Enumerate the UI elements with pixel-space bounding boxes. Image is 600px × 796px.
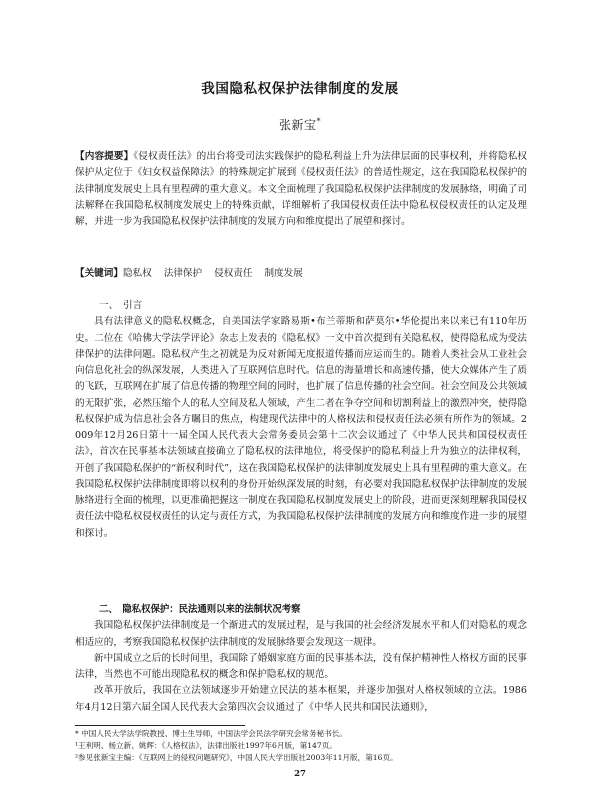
footnote-divider (75, 725, 245, 726)
footnote: ¹王利明、杨立新、姚辉：《人格权法》，法律出版社1997年6月版，第147页。 (75, 741, 337, 750)
footnote: * 中国人民大学法学院教授、博士生导师，中国法学会民法学研究会常务秘书长。 (75, 729, 347, 738)
abstract (75, 149, 527, 230)
section-heading: 二、 隐私权保护：民法通则以来的法制状况考察 (99, 604, 301, 615)
body-paragraph: 改革开放后，我国在立法领域逐步开始建立民法的基本框架，并逐步加强对人格权领域的立法。1986年4月12日第六届全国人民代表大会第四次会议通过了《中华人民共和国民法通则》， (75, 685, 527, 713)
footnotes (75, 728, 535, 764)
keyword-item: 法律保护 (163, 268, 203, 279)
keyword-item: 隐私权 (122, 268, 152, 279)
keywords (75, 266, 527, 282)
abstract-text: 《侵权责任法》的出台将受司法实践保护的隐私利益上升为法律层面的民事权利，并将隐私权保护从定位于《妇女权益保障法》的特殊规定扩展到《侵权责任法》的普适性规定，这在我国隐私权保护的法律制度发展史上具有里程碑的重大意义。本文全面梳理了我国隐私权保护法律制度的发展脉络，明确了司法解释在我国隐私权制度发展史上的特殊贡献，详细解析了我国侵权责任法中隐私权侵权责任的认定及理解，并进一步为我国隐私权保护法律制度的发展方向和维度提出了展望和探讨。 (75, 151, 528, 227)
author-name: 张新宝 (278, 118, 317, 132)
section-introduction (75, 298, 527, 542)
keywords-label: 【关键词】 (75, 268, 123, 279)
article-title: 我国隐私权保护法律制度的发展 (201, 81, 399, 97)
section-heading: 一、 引言 (99, 300, 143, 311)
body-paragraph: 具有法律意义的隐私权概念，自美国法学家路易斯•布兰蒂斯和萨莫尔•华伦提出来以来已有110年历史。二位在《哈佛大学法学评论》杂志上发表的《隐私权》一文中首次提到有关隐私权，使得隐私成为受法律保护的法律问题。隐私权产生之初就是为反对新闻无度报道传播而应运而生的。随着人类社会从工业社会向信息化社会的纵深发展，人类进入了互联网信息时代。信息的海量增长和高速传播，使大众媒体产生了质的飞跃，互联网在扩展了信息传播的物理空间的同时，也扩展了信息传播的社会空间。社会空间及公共领域的无限扩张，必然压缩个人的私人空间及私人领域，产生二者在争夺空间和切割利益上的激烈冲突，使得隐私权保护成为信息社会各方瞩目的焦点，构建现代法律中的人格权法和侵权责任法必须有所作为的领域。2009年12月26日第十一届全国人民代表大会常务委员会第十二次会议通过了《中华人民共和国侵权责任法》，首次在民事基本法领域直接确立了隐私权的法律地位，将受保护的隐私利益上升为独立的法律权利，开创了我国隐私保护的“新权利时代”，这在我国隐私权保护的法律制度发展史上具有里程碑的重大意义。在我国隐私权保护法律制度即将以权利的身份开始纵深发展的时刻，有必要对我国隐私权保护法律制度的发展脉络进行全面的梳理，以更准确把握这一制度在我国隐私权制度发展史上的阶段，进而更深刻理解我国侵权责任法中隐私权侵权责任的认定与责任方式，为我国隐私权保护法律制度的发展方向和维度作进一步的展望和探讨。 (75, 316, 527, 539)
keyword-item: 侵权责任 (214, 268, 253, 279)
body-paragraph: 我国隐私权保护法律制度是一个渐进式的发展过程，是与我国的社会经济发展水平和人们对隐私的观念相适应的，考察我国隐私权保护法律制度的发展脉络要会发现这一规律。 (75, 620, 527, 648)
keyword-item: 制度发展 (264, 268, 303, 279)
page-number: 27 (294, 769, 306, 779)
body-paragraph: 新中国成立之后的长时间里，我国除了婚姻家庭方面的民事基本法，没有保护精神性人格权方面的民事法律，当然也不可能出现隐私权的概念和保护隐私权的规范。 (75, 652, 527, 680)
abstract-label: 【内容提要】 (75, 151, 134, 162)
author-line (0, 116, 600, 133)
footnote: ²参见张新宝主编：《互联网上的侵权问题研究》，中国人民大学出版社2003年11月版，第16页。 (75, 753, 398, 762)
section-legal-history (75, 602, 527, 716)
author-footnote-mark: * (316, 117, 321, 126)
